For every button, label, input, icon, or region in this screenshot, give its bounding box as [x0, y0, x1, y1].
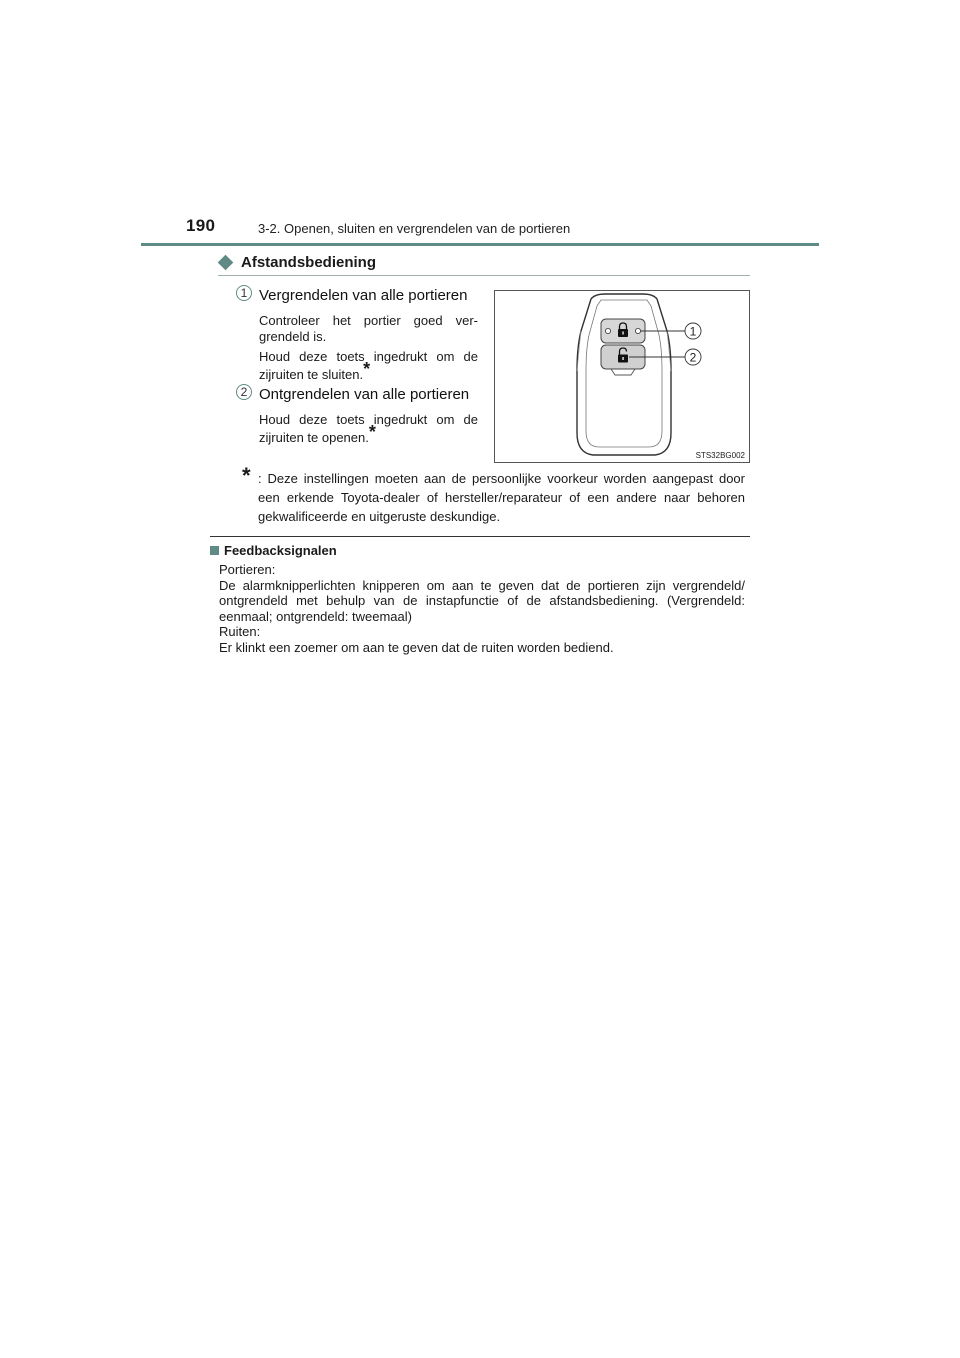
figure-code: STS32BG002 — [695, 451, 745, 460]
callout-1-label: 1 — [689, 324, 697, 339]
section-divider — [210, 536, 750, 537]
footnote-reference: * — [363, 359, 371, 379]
footnote-mark: * — [242, 463, 251, 488]
item-paragraph-text: Houd deze toets ingedrukt om de zijruiten te sluiten. — [259, 349, 478, 382]
square-bullet-icon — [210, 546, 219, 555]
item-paragraph — [259, 349, 478, 383]
item-number-badge: 1 — [236, 285, 252, 301]
chapter-title: 3-2. Openen, sluiten en vergrendelen van de portieren — [258, 221, 571, 236]
footnote-text: : Deze instellingen moeten aan de persoonlijke voorkeur worden aangepast door een erkende Toyota-dealer of hersteller/reparateur of een andere naar behoren gekwalificeerde en uitgeruste deskundige. — [258, 471, 745, 524]
feedback-heading: Feedbacksignalen — [224, 543, 337, 558]
item-paragraph: Controleer het portier goed ver- grendeld is. — [259, 313, 478, 344]
feedback-body — [219, 562, 745, 655]
item-title: Ontgrendelen van alle portieren — [259, 386, 470, 403]
feedback-line: De alarmknipperlichten knipperen om aan te geven dat de portieren zijn vergrendeld/ ontgrendeld met behulp van de instapfunctie of de afstandsbediening. (Vergrendeld: eenmaal; ontgrendeld: tweemaal) — [219, 577, 745, 624]
item-paragraph — [259, 412, 478, 446]
feedback-line: Ruiten: — [219, 624, 261, 639]
footnote-reference: * — [368, 422, 376, 442]
key-fob-illustration — [495, 291, 749, 462]
diamond-bullet-icon — [218, 255, 234, 271]
feedback-line: Er klinkt een zoemer om aan te geven dat de ruiten worden bediend. — [219, 639, 614, 655]
callout-2-label: 2 — [689, 350, 697, 365]
item-title: Vergrendelen van alle portieren — [259, 287, 468, 304]
header-rule — [141, 243, 819, 246]
feedback-line: Portieren: — [219, 562, 276, 577]
page-number: 190 — [186, 216, 216, 235]
item-paragraph-text: Houd deze toets ingedrukt om de zijruiten te openen. — [259, 412, 478, 445]
section-heading — [218, 254, 376, 271]
section-title: Afstandsbediening — [241, 254, 377, 271]
item-number-badge: 2 — [236, 384, 252, 400]
section-rule — [218, 275, 750, 276]
key-fob-figure — [494, 290, 750, 463]
